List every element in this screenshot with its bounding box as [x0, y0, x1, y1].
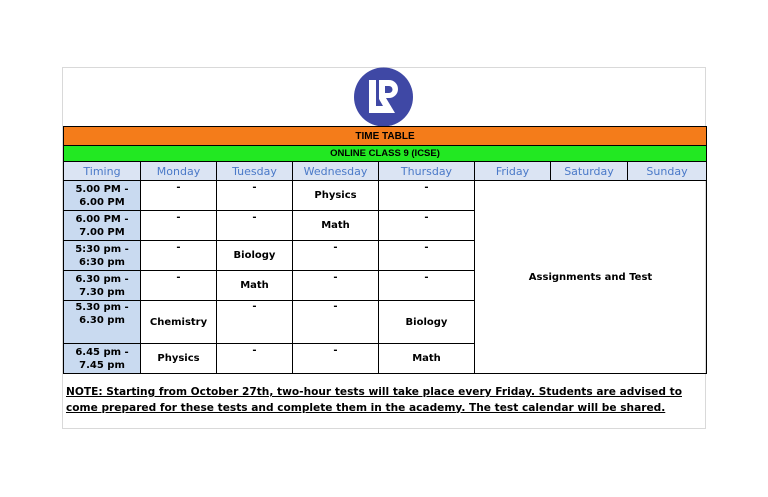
title-row	[64, 127, 707, 146]
tuesday-cell: Biology	[217, 241, 293, 271]
monday-cell: Physics	[141, 344, 217, 374]
header-monday: Monday	[141, 162, 217, 181]
subtitle-row	[64, 146, 707, 162]
timetable	[63, 126, 707, 374]
monday-cell: Chemistry	[141, 301, 217, 344]
table-row	[64, 181, 707, 211]
wednesday-cell: -	[293, 301, 379, 344]
tuesday-cell: -	[217, 344, 293, 374]
monday-cell: -	[141, 241, 217, 271]
timing-cell: 6.45 pm - 7.45 pm	[64, 344, 141, 374]
thursday-cell: -	[379, 211, 475, 241]
header-wednesday: Wednesday	[293, 162, 379, 181]
header-tuesday: Tuesday	[217, 162, 293, 181]
header-timing: Timing	[64, 162, 141, 181]
timing-cell: 6.30 pm - 7.30 pm	[64, 271, 141, 301]
lr-logo	[352, 67, 415, 127]
header-sunday: Sunday	[628, 162, 707, 181]
wednesday-cell: -	[293, 241, 379, 271]
timing-cell: 5:30 pm - 6:30 pm	[64, 241, 141, 271]
note-text: NOTE: Starting from October 27th, two-hour tests will take place every Friday. Students are advised to come prepared for these tests and complete them in the academy. The test calendar will be shared.	[66, 386, 682, 414]
timing-cell: 6.00 PM - 7.00 PM	[64, 211, 141, 241]
thursday-cell: -	[379, 181, 475, 211]
wednesday-cell: Math	[293, 211, 379, 241]
thursday-cell: -	[379, 241, 475, 271]
timing-cell: 5.30 pm - 6.30 pm	[64, 301, 141, 344]
thursday-cell: -	[379, 271, 475, 301]
thursday-cell: Biology	[379, 301, 475, 344]
monday-cell: -	[141, 271, 217, 301]
monday-cell: -	[141, 181, 217, 211]
wednesday-cell: -	[293, 271, 379, 301]
header-saturday: Saturday	[551, 162, 628, 181]
table-subtitle: ONLINE CLASS 9 (ICSE)	[64, 146, 707, 162]
tuesday-cell: -	[217, 181, 293, 211]
header-row	[64, 162, 707, 181]
tuesday-cell: -	[217, 211, 293, 241]
monday-cell: -	[141, 211, 217, 241]
tuesday-cell: Math	[217, 271, 293, 301]
table-title: TIME TABLE	[64, 127, 707, 146]
weekend-cell: Assignments and Test	[475, 181, 707, 374]
thursday-cell: Math	[379, 344, 475, 374]
timing-cell: 5.00 PM - 6.00 PM	[64, 181, 141, 211]
tuesday-cell: -	[217, 301, 293, 344]
wednesday-cell: -	[293, 344, 379, 374]
header-thursday: Thursday	[379, 162, 475, 181]
wednesday-cell: Physics	[293, 181, 379, 211]
header-friday: Friday	[475, 162, 551, 181]
